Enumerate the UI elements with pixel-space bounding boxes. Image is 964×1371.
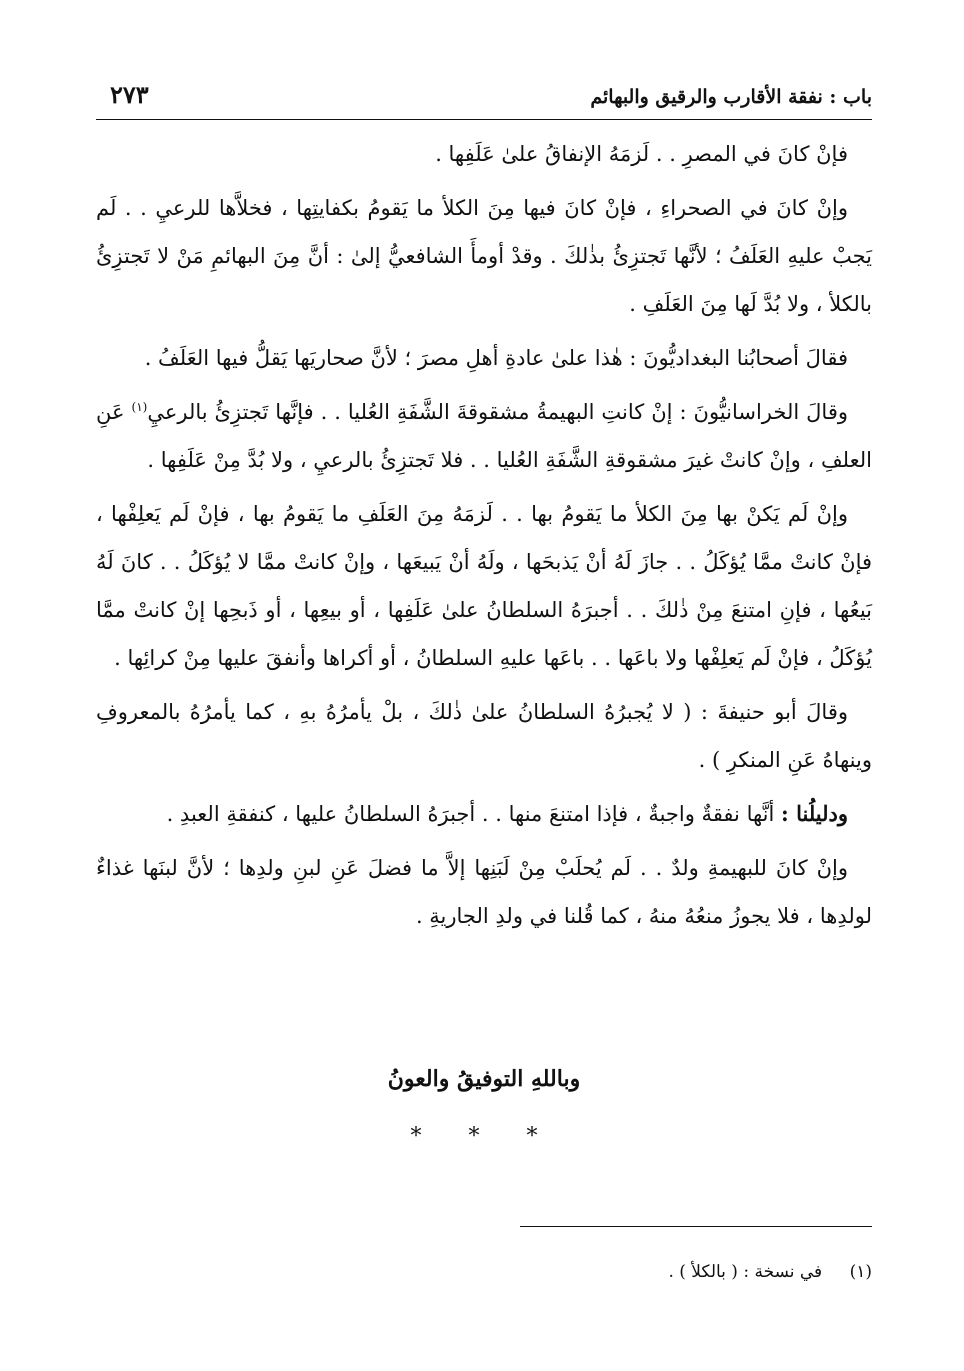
paragraph-4-before: وقالَ الخراسانيُّونَ : إنْ كانتِ البهيمةُ مشقوقةَ الشَّفَةِ العُليا . . فإنَّها تَجتزِئُ بالرعيِ: [147, 400, 848, 424]
paragraph-6: وقالَ أبو حنيفةَ : ( لا يُجبرُهُ السلطانُ علىٰ ذٰلكَ ، بلْ يأمرُهُ بهِ ، كما يأمرُهُ بالمعروفِ وينهاهُ عَنِ المنكرِ ) .: [96, 700, 872, 772]
paragraph-7: [96, 790, 872, 838]
evidence-lead: ودليلُنا :: [781, 801, 848, 826]
paragraph-8: وإنْ كانَ للبهيمةِ ولدٌ . . لَم يُحلَبْ مِنْ لَبَنِها إلاَّ ما فضلَ عَنِ لبنِ ولدِها ؛ لأنَّ لبنَها غذاءٌ لولدِها ، فلا يجوزُ منعُهُ منهُ ، كما قُلنا في ولدِ الجاريةِ .: [96, 856, 872, 928]
paragraph-2: وإنْ كانَ في الصحراءِ ، فإنْ كانَ فيها مِنَ الكلأ ما يَقومُ بكفايتِها ، فخلاَّها للرعيِ . . لَم يَجبْ عليهِ العَلَفُ ؛ لأنَّها تَجتزِئُ بذٰلكَ . وقدْ أومأَ الشافعيُّ إلىٰ : أنَّ مِنَ البهائمِ مَنْ لا تَجتزِئُ بالكلأ ، ولا بُدَّ لَها مِنَ العَلَفِ .: [96, 196, 872, 316]
paragraph-1: فإنْ كانَ في المصرِ . . لَزمَهُ الإنفاقُ علىٰ عَلَفِها .: [435, 142, 848, 166]
paragraph-5: وإنْ لَم يَكنْ بها مِنَ الكلأ ما يَقومُ بها . . لَزمَهُ مِنَ العَلَفِ ما يَقومُ بها ، فإنْ لَم يَعلِفْها ، فإنْ كانتْ ممَّا يُؤكَلُ . . جازَ لَهُ أنْ يَذبحَها ، ولَهُ أنْ يَبيعَها ، وإنْ كانتْ ممَّا لا يُؤكَلُ . . كانَ لَهُ بَيعُها ، فإنِ امتنعَ مِنْ ذٰلكَ . . أجبرَهُ السلطانُ علىٰ عَلَفِها ، أو بيعِها ، أو ذَبحِها إنْ كانتْ ممَّا يُؤكَلُ ، فإنْ لَم يَعلِفْها ولا باعَها . . باعَها عليهِ السلطانُ ، أو أكراها وأنفقَ عليها مِنْ كرائِها .: [96, 502, 873, 670]
header-rule: [96, 119, 872, 120]
footnote-rule: [520, 1226, 872, 1227]
paragraph-4: [96, 388, 872, 484]
closing-formula: وباللهِ التوفيقُ والعونُ: [387, 1066, 581, 1092]
running-title: باب : نفقة الأقارب والرقيق والبهائم: [590, 86, 872, 108]
evidence-text: أنَّها نفقةٌ واجبةٌ ، فإذا امتنعَ منها . . أجبرَهُ السلطانُ عليها ، كنفقةِ العبدِ .: [166, 802, 782, 826]
footnote-reference: (١): [131, 400, 148, 414]
footnote: [96, 1262, 872, 1282]
footnote-number: (١): [849, 1262, 872, 1282]
paragraph-4-after: عَنِ العلفِ ، وإنْ كانتْ غيرَ مشقوقةِ الشَّفَةِ العُليا . . فلا تَجتزِئُ بالرعيِ ، ولا بُدَّ مِنْ عَلَفِها .: [96, 400, 872, 472]
page-number: ٢٧٣: [110, 80, 149, 109]
page-header: [96, 80, 872, 116]
section-separator: * * *: [410, 1124, 558, 1149]
paragraph-3: فقالَ أصحابُنا البغداديُّونَ : هٰذا علىٰ عادةِ أهلِ مصرَ ؛ لأنَّ صحاريَها يَقلُّ فيها العَلَفُ .: [144, 346, 848, 370]
footnote-text: في نسخة : ( بالكلأ ) .: [668, 1262, 823, 1282]
body-text: [96, 130, 872, 946]
